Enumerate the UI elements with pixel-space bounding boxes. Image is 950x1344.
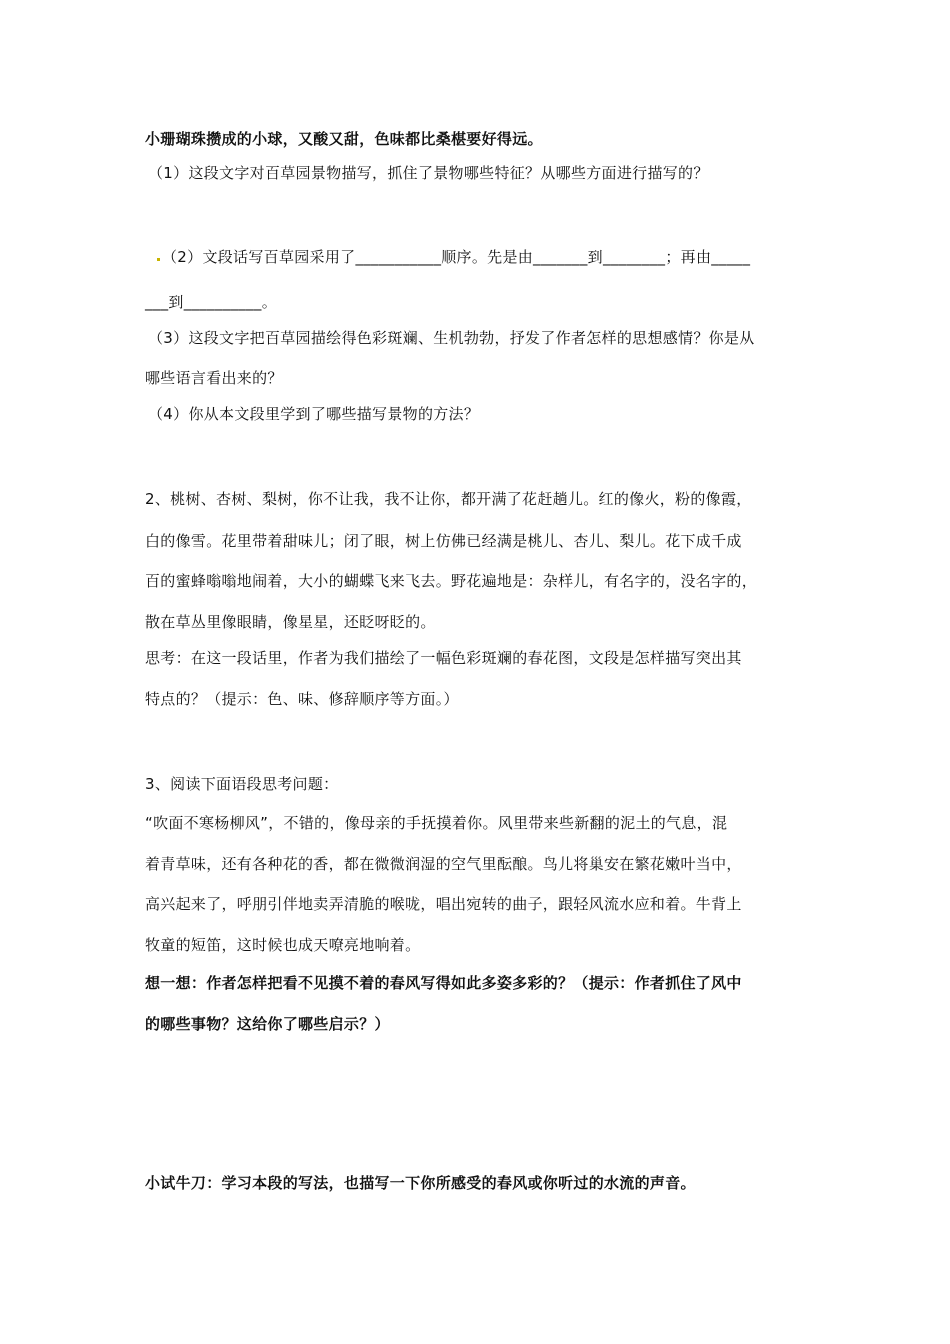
question-2-line-1: （2）文段话写百草园采用了___________顺序。先是由_______到________；再由_____ [162, 248, 751, 266]
passage-2-line-2: 白的像雪。花里带着甜味儿；闭了眼，树上仿佛已经满是桃儿、杏儿、梨儿。花下成千成 [145, 532, 742, 550]
question-4: （4）你从本文段里学到了哪些描写景物的方法？ [148, 405, 480, 423]
passage-2-line-3: 百的蜜蜂嗡嗡地闹着，大小的蝴蝶飞来飞去。野花遍地是：杂样儿，有名字的，没名字的， [145, 572, 758, 590]
question-2-line-2: ___到__________。 [145, 293, 278, 311]
question-1: （1）这段文字对百草园景物描写，抓住了景物哪些特征？从哪些方面进行描写的？ [148, 164, 709, 182]
passage-3-line-4: 牧童的短笛，这时候也成天嘹亮地响着。 [145, 936, 421, 954]
passage-3-heading: 3、阅读下面语段思考问题： [145, 775, 339, 793]
passage-2-line-1: 2、桃树、杏树、梨树，你不让我，我不让你，都开满了花赶趟儿。红的像火，粉的像霞， [145, 490, 752, 508]
question-3-line-1: （3）这段文字把百草园描绘得色彩斑斓、生机勃勃，抒发了作者怎样的思想感情？你是从 [148, 329, 755, 347]
think-2-line-2: 特点的？（提示：色、味、修辞顺序等方面。） [145, 690, 459, 708]
think-3-line-1: 想一想：作者怎样把看不见摸不着的春风写得如此多姿多彩的？（提示：作者抓住了风中 [145, 974, 742, 992]
stray-mark [157, 258, 160, 261]
passage-3-line-1: “吹面不寒杨柳风”，不错的，像母亲的手抚摸着你。风里带来些新翻的泥土的气息，混 [145, 814, 728, 832]
practice-prompt: 小试牛刀：学习本段的写法，也描写一下你所感受的春风或你听过的水流的声音。 [145, 1174, 696, 1192]
think-2-line-1: 思考：在这一段话里，作者为我们描绘了一幅色彩斑斓的春花图，文段是怎样描写突出其 [145, 649, 742, 667]
think-3-line-2: 的哪些事物？这给你了哪些启示？） [145, 1015, 390, 1033]
passage-line: 小珊瑚珠攒成的小球，又酸又甜，色味都比桑椹要好得远。 [145, 130, 543, 148]
passage-2-line-4: 散在草丛里像眼睛，像星星，还眨呀眨的。 [145, 613, 436, 631]
passage-3-line-3: 高兴起来了，呼朋引伴地卖弄清脆的喉咙，唱出宛转的曲子，跟轻风流水应和着。牛背上 [145, 895, 742, 913]
question-3-line-2: 哪些语言看出来的？ [145, 369, 283, 387]
passage-3-line-2: 着青草味，还有各种花的香，都在微微润湿的空气里酝酿。鸟儿将巢安在繁花嫩叶当中， [145, 855, 742, 873]
